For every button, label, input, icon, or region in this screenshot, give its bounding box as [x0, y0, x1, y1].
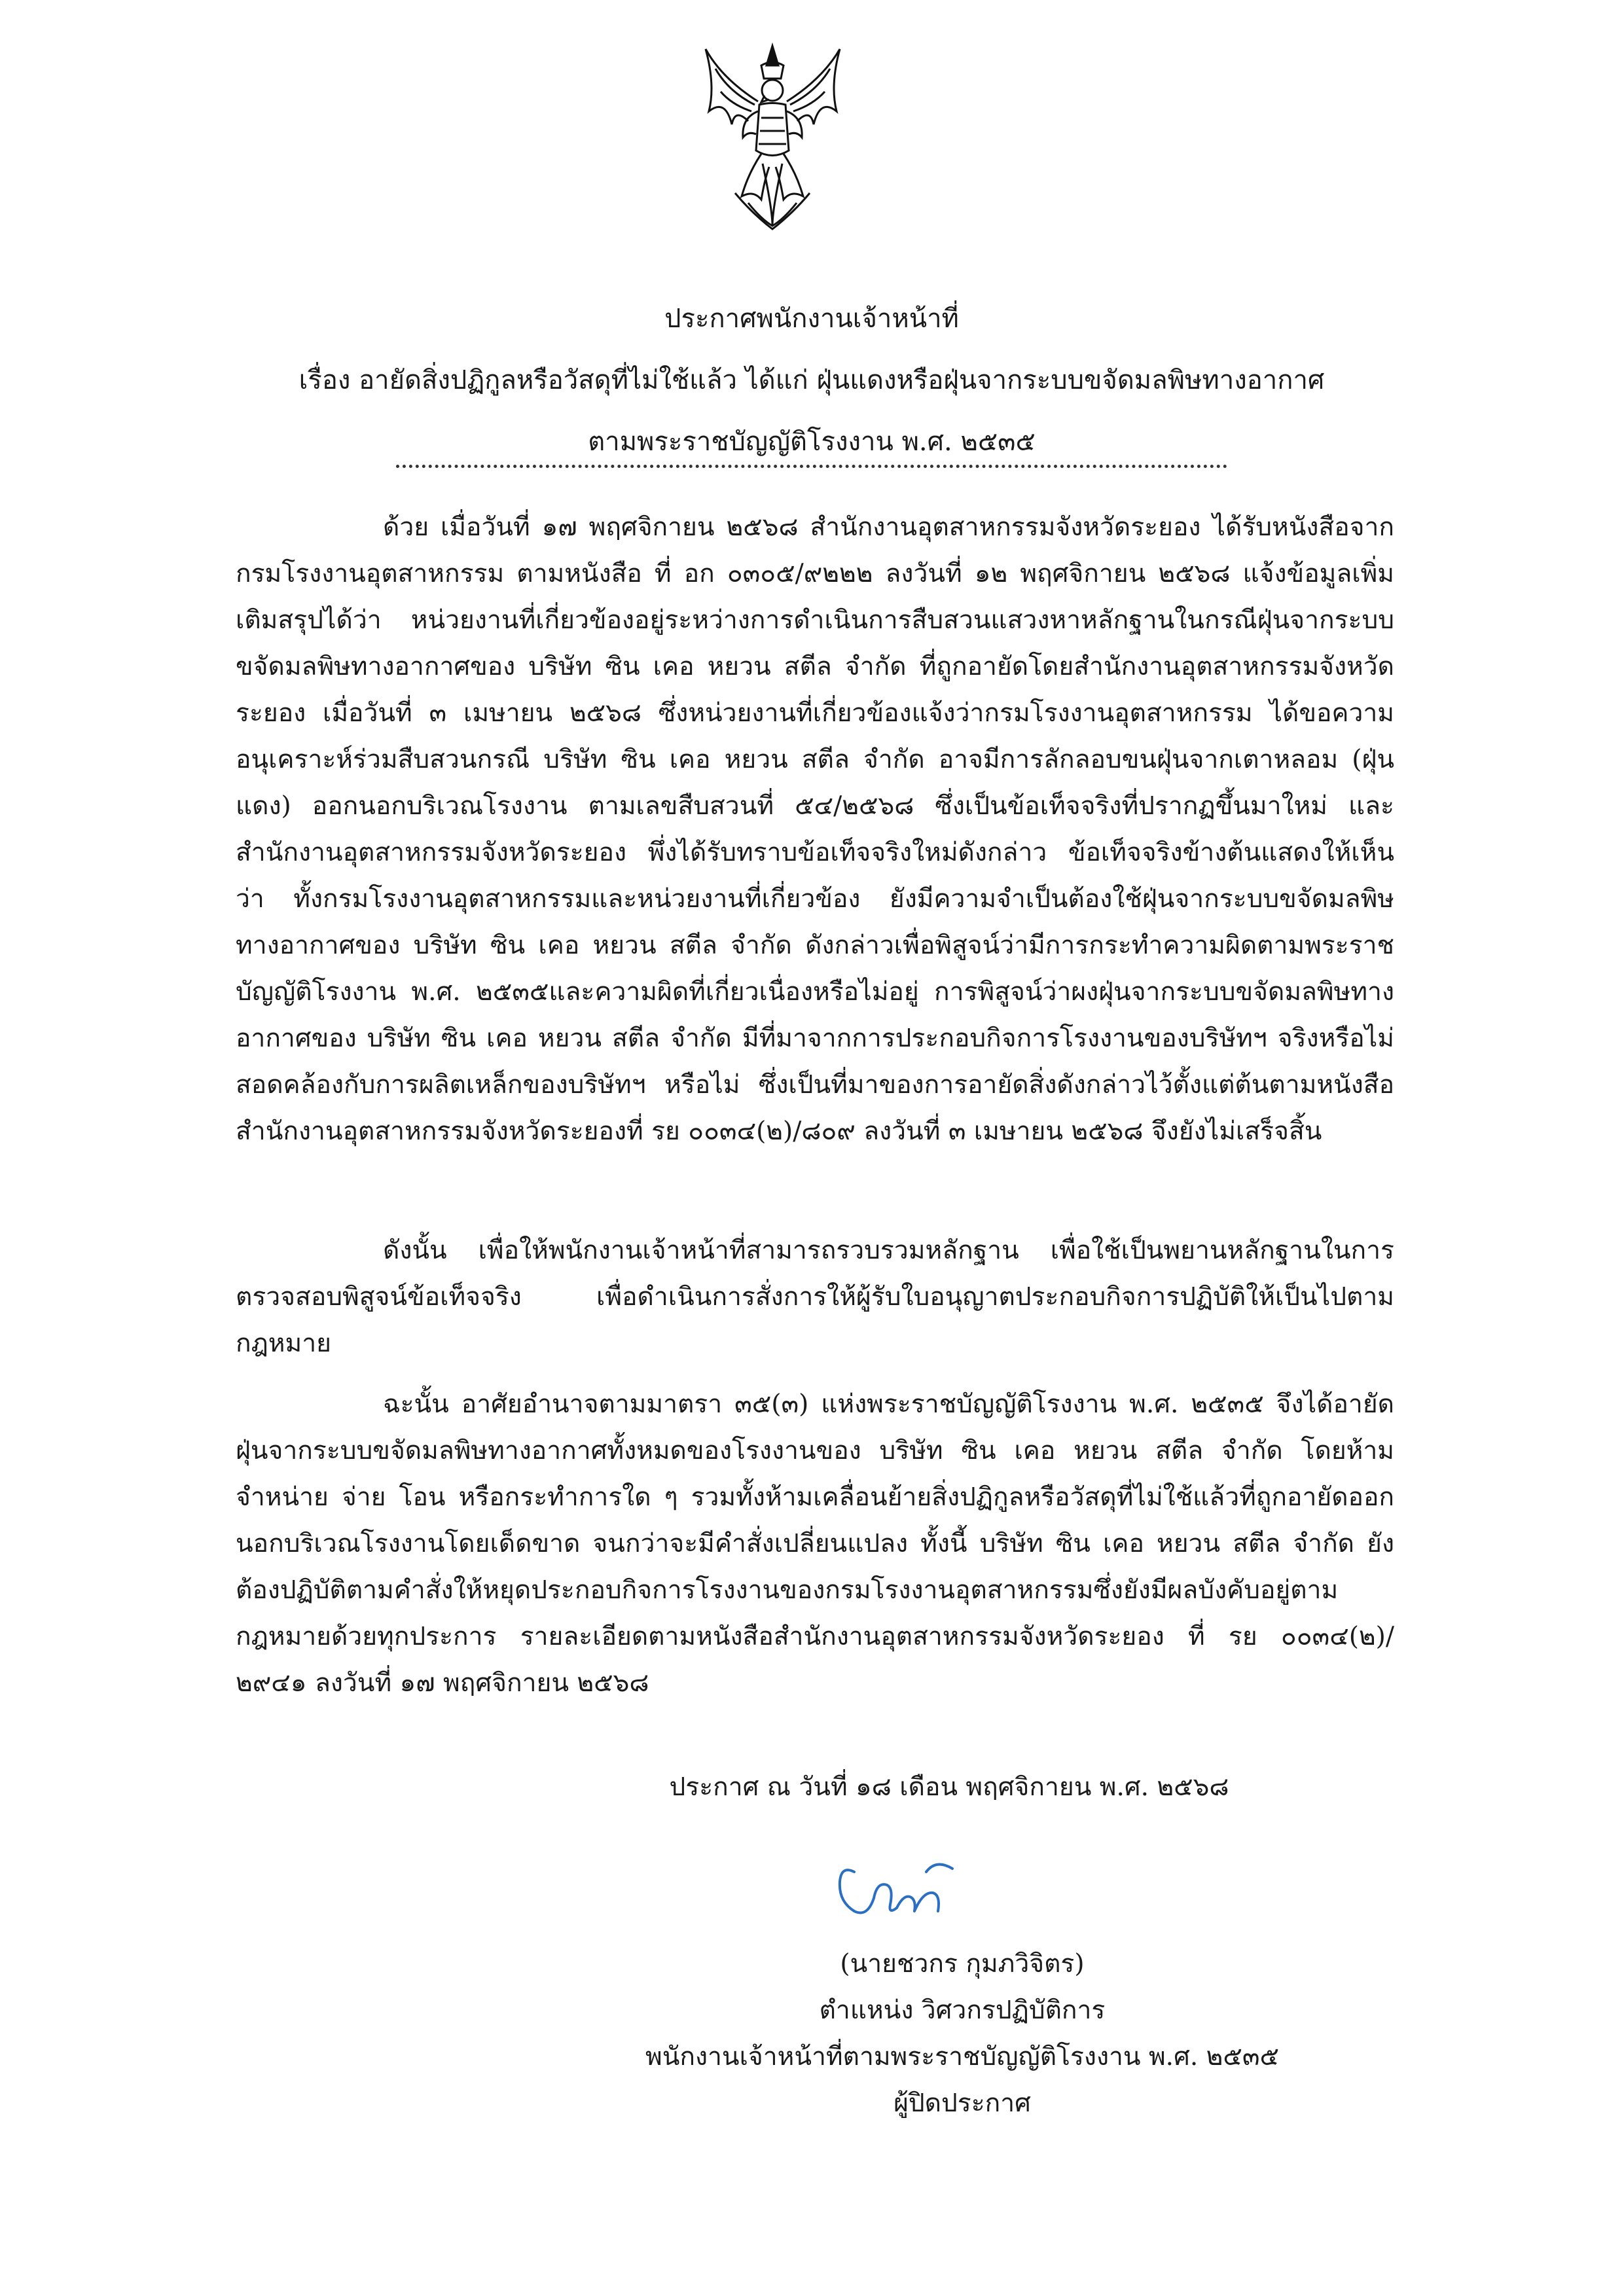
paragraph-text: ด้วย เมื่อวันที่ ๑๗ พฤศจิกายน ๒๕๖๘ สำนักงานอุตสาหกรรมจังหวัดระยอง ได้รับหนังสือจากกรมโรงงานอุตสาหกรรม ตามหนังสือ ที่ อก ๐๓๐๕/๙๒๒๒ ลงวันที่ ๑๒ พฤศจิกายน ๒๕๖๘ แจ้งข้อมูลเพิ่มเติมสรุปได้ว่า หน่วยงานที่เกี่ยวข้องอยู่ระหว่างการดำเนินการสืบสวนแสวงหาหลักฐานในกรณีฝุ่นจากระบบขจัดมลพิษทางอากาศของ บริษัท ซิน เคอ หยวน สตีล จำกัด ที่ถูกอายัดโดยสำนักงานอุตสาหกรรมจังหวัดระยอง เมื่อวันที่ ๓ เมษายน ๒๕๖๘ ซึ่งหน่วยงานที่เกี่ยวข้องแจ้งว่ากรมโรงงานอุตสาหกรรม ได้ขอความอนุเคราะห์ร่วมสืบสวนกรณี บริษัท ซิน เคอ หยวน สตีล จำกัด อาจมีการลักลอบขนฝุ่นจากเตาหลอม (ฝุ่นแดง) ออกนอกบริเวณโรงงาน ตามเลขสืบสวนที่ ๕๔/๒๕๖๘ ซึ่งเป็นข้อเท็จจริงที่ปรากฏขึ้นมาใหม่ และสำนักงานอุตสาหกรรมจังหวัดระยอง พึ่งได้รับทราบข้อเท็จจริงใหม่ดังกล่าว ข้อเท็จจริงข้างต้นแสดงให้เห็นว่า ทั้งกรมโรงงานอุตสาหกรรมและหน่วยงานที่เกี่ยวข้อง ยังมีความจำเป็นต้องใช้ฝุ่นจากระบบขจัดมลพิษทางอากาศของ บริษัท ซิน เคอ หยวน สตีล จำกัด ดังกล่าวเพื่อพิสูจน์ว่ามีการกระทำความผิดตามพระราชบัญญัติโรงงาน พ.ศ. ๒๕๓๕และความผิดที่เกี่ยวเนื่องหรือไม่อยู่ การพิสูจน์ว่าผงฝุ่นจากระบบขจัดมลพิษทางอากาศของ บริษัท ซิน เคอ หยวน สตีล จำกัด มีที่มาจากการประกอบกิจการโรงงานของบริษัทฯ จริงหรือไม่สอดคล้องกับการผลิตเหล็กของบริษัทฯ หรือไม่ ซึ่งเป็นที่มาของการอายัดสิ่งดังกล่าวไว้ตั้งแต่ต้นตามหนังสือสำนักงานอุตสาหกรรมจังหวัดระยองที่ รย ๐๐๓๔(๒)/๘๐๙ ลงวันที่ ๓ เมษายน ๒๕๖๘ จึงยังไม่เสร็จสิ้น [236, 512, 1394, 1146]
signatory-block [524, 1941, 1401, 2126]
heading-act: ตามพระราชบัญญัติโรงงาน พ.ศ. ๒๕๓๕ [588, 427, 1036, 457]
heading-subject: เรื่อง อายัดสิ่งปฏิกูลหรือวัสดุที่ไม่ใช้แล้ว ได้แก่ ฝุ่นแดงหรือฝุ่นจากระบบขจัดมลพิษทางอากาศ [298, 365, 1325, 395]
paragraph-text: ฉะนั้น อาศัยอำนาจตามมาตรา ๓๕(๓) แห่งพระราชบัญญัติโรงงาน พ.ศ. ๒๕๓๕ จึงได้อายัดฝุ่นจากระบบขจัดมลพิษทางอากาศทั้งหมดของโรงงานของ บริษัท ซิน เคอ หยวน สตีล จำกัด โดยห้ามจำหน่าย จ่าย โอน หรือกระทำการใด ๆ รวมทั้งห้ามเคลื่อนย้ายสิ่งปฏิกูลหรือวัสดุที่ไม่ใช้แล้วที่ถูกอายัดออกนอกบริเวณโรงงานโดยเด็ดขาด จนกว่าจะมีคำสั่งเปลี่ยนแปลง ทั้งนี้ บริษัท ซิน เคอ หยวน สตีล จำกัด ยังต้องปฏิบัติตามคำสั่งให้หยุดประกอบกิจการโรงงานของกรมโรงงานอุตสาหกรรมซึ่งยังมีผลบังคับอยู่ตามกฎหมายด้วยทุกประการ รายละเอียดตามหนังสือสำนักงานอุตสาหกรรมจังหวัดระยอง ที่ รย ๐๐๓๔(๒)/๒๙๔๑ ลงวันที่ ๑๗ พฤศจิกายน ๒๕๖๘ [236, 1390, 1394, 1698]
signatory-role: ผู้ปิดประกาศ [893, 2089, 1031, 2118]
paragraph-text: ดังนั้น เพื่อให้พนักงานเจ้าหน้าที่สามารถรวบรวมหลักฐาน เพื่อใช้เป็นพยานหลักฐานในการตรวจสอบพิสูจน์ข้อเท็จจริง เพื่อดำเนินการสั่งการให้ผู้รับใบอนุญาตประกอบกิจการปฏิบัติให้เป็นไปตามกฎหมาย [236, 1236, 1394, 1358]
signatory-authority: พนักงานเจ้าหน้าที่ตามพระราชบัญญัติโรงงาน พ.ศ. ๒๕๓๕ [645, 2042, 1280, 2072]
handwritten-signature-icon [828, 1846, 965, 1924]
signatory-position: ตำแหน่ง วิศวกรปฏิบัติการ [819, 1996, 1106, 2025]
signatory-name: (นายชวกร กุมภวิจิตร) [840, 1949, 1085, 1979]
body-paragraph-2 [236, 1227, 1394, 1367]
announcement-date: ประกาศ ณ วันที่ ๑๘ เดือน พฤศจิกายน พ.ศ. ๒๕๖๘ [669, 1772, 1229, 1802]
garuda-emblem-icon [696, 39, 850, 232]
body-paragraph-3 [236, 1381, 1394, 1706]
dotted-divider [396, 465, 1227, 468]
announcement-heading [196, 288, 1427, 473]
body-paragraph-1 [236, 504, 1394, 1155]
heading-title: ประกาศพนักงานเจ้าหน้าที่ [664, 304, 959, 334]
